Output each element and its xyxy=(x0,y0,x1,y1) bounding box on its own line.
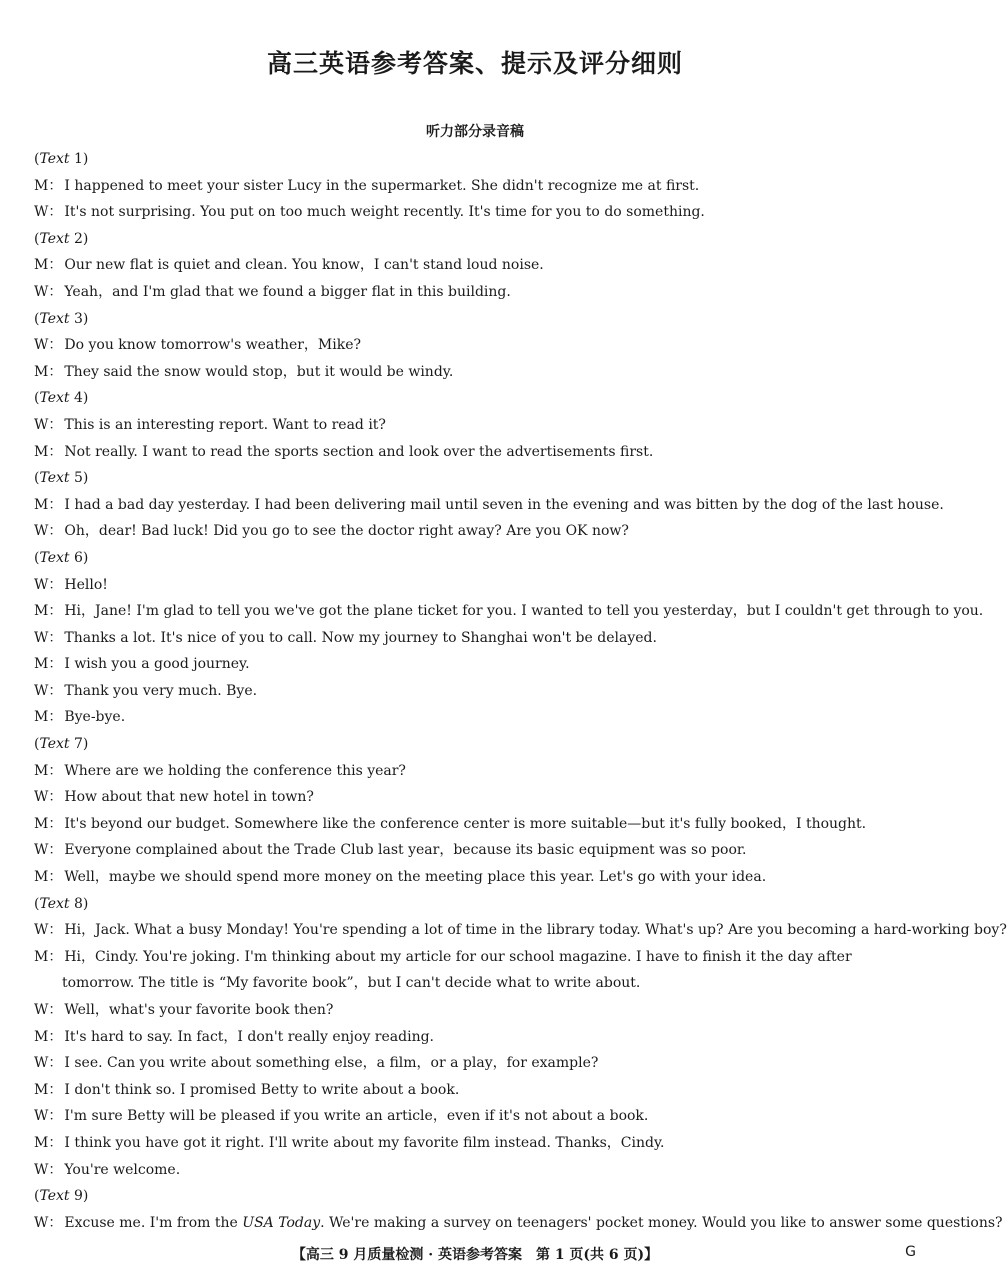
dialogue-line xyxy=(34,412,918,439)
text-heading: (Text 5) xyxy=(34,470,89,487)
dialogue-line xyxy=(34,704,918,731)
dialogue-line xyxy=(34,598,984,625)
dialogue-text: This is an interesting report. Want to read it? xyxy=(64,416,386,433)
text-label: Text xyxy=(39,151,70,167)
speaker-label: M： xyxy=(34,656,63,673)
dialogue-line xyxy=(34,1210,1003,1237)
publication-name: USA Today xyxy=(242,1214,321,1231)
dialogue-line xyxy=(34,1077,918,1104)
speaker-label: W： xyxy=(34,842,63,859)
dialogue-text: Thanks a lot. It's nice of you to call. Now my journey to Shanghai won't be delayed. xyxy=(64,629,657,646)
speaker-label: W： xyxy=(34,1161,63,1178)
text-number: 6 xyxy=(73,549,83,566)
dialogue-line xyxy=(34,944,918,997)
dialogue-text: Where are we holding the conference this year? xyxy=(64,762,406,779)
text-number: 4 xyxy=(73,390,83,407)
speaker-label: W： xyxy=(34,629,63,646)
speaker-label: W： xyxy=(34,283,63,300)
dialogue-text: I happened to meet your sister Lucy in the supermarket. She didn't recognize me at first. xyxy=(64,177,700,194)
speaker-label: M： xyxy=(34,1028,63,1045)
dialogue-text: Oh，dear! Bad luck! Did you go to see the doctor right away? Are you OK now? xyxy=(64,523,629,540)
speaker-label: M： xyxy=(34,948,63,965)
speaker-label: W： xyxy=(34,576,63,593)
speaker-label: W： xyxy=(34,337,63,354)
text-number: 5 xyxy=(73,470,83,487)
speaker-label: M： xyxy=(34,443,63,460)
dialogue-line xyxy=(34,572,918,599)
dialogue-line xyxy=(34,864,918,891)
dialogue-line xyxy=(34,1130,918,1157)
dialogue-text: Hi，Jack. What a busy Monday! You're spending a lot of time in the library today. What's up? Are you becoming a hard-working boy? xyxy=(64,922,1007,939)
dialogue-line xyxy=(34,651,918,678)
speaker-label: W： xyxy=(34,922,63,939)
dialogue-text: Bye-bye. xyxy=(64,709,126,726)
speaker-label: W： xyxy=(34,1002,63,1018)
dialogue-line xyxy=(34,811,918,838)
dialogue-line xyxy=(34,492,944,519)
dialogue-text: Thank you very much. Bye. xyxy=(64,682,258,699)
dialogue-text-continued: . We're making a survey on teenagers' pocket money. Would you like to answer some questions? xyxy=(320,1214,1003,1231)
text-label: Text xyxy=(39,895,70,912)
dialogue-line xyxy=(34,252,918,279)
text-number: 1 xyxy=(73,151,83,167)
dialogue-text: Hi，Cindy. You're joking. I'm thinking about my article for our school magazine. I have to finish it the day after tomorrow. The title is “My favorite book”，but I can't decide what to write about. xyxy=(62,948,852,992)
speaker-label: W： xyxy=(34,789,63,806)
dialogue-text: It's not surprising. You put on too much weight recently. It's time for you to do something. xyxy=(64,204,705,221)
dialogue-line xyxy=(34,279,918,306)
dialogue-line xyxy=(34,439,918,466)
dialogue-line xyxy=(34,917,1007,944)
dialogue-text: Well，what's your favorite book then? xyxy=(64,1002,334,1018)
dialogue-line xyxy=(34,199,918,226)
speaker-label: M： xyxy=(34,869,63,886)
speaker-label: M： xyxy=(34,815,63,832)
speaker-label: M： xyxy=(34,363,63,380)
dialogue-text: It's beyond our budget. Somewhere like the conference center is more suitable—but it's fully booked，I thought. xyxy=(64,815,867,832)
text-heading: (Text 1) xyxy=(34,151,89,167)
dialogue-text: They said the snow would stop，but it would be windy. xyxy=(64,363,454,380)
dialogue-text: I think you have got it right. I'll write about my favorite film instead. Thanks，Cindy. xyxy=(64,1134,665,1151)
text-label: Text xyxy=(39,230,70,247)
dialogue-text: I had a bad day yesterday. I had been delivering mail until seven in the evening and was bitten by the dog of the last house. xyxy=(64,496,944,513)
text-heading: (Text 3) xyxy=(34,310,89,327)
dialogue-line xyxy=(34,625,918,652)
speaker-label: M： xyxy=(34,762,63,779)
text-heading: (Text 8) xyxy=(34,895,89,912)
text-label: Text xyxy=(39,549,70,566)
dialogue-text: I don't think so. I promised Betty to write about a book. xyxy=(64,1081,460,1098)
dialogue-line xyxy=(34,758,918,785)
dialogue-text: I see. Can you write about something else，a film，or a play，for example? xyxy=(64,1055,599,1072)
text-label: Text xyxy=(39,470,70,487)
section-subtitle: 听力部分录音稿 xyxy=(426,124,524,140)
transcript-body xyxy=(34,146,1007,1236)
dialogue-text: Our new flat is quiet and clean. You know，I can't stand loud noise. xyxy=(64,257,544,274)
text-heading: (Text 6) xyxy=(34,549,89,566)
dialogue-text: It's hard to say. In fact，I don't really enjoy reading. xyxy=(64,1028,435,1045)
speaker-label: M： xyxy=(34,709,63,726)
text-heading: (Text 9) xyxy=(34,1188,89,1205)
dialogue-text: Hello! xyxy=(64,576,108,593)
speaker-label: M： xyxy=(34,1134,63,1151)
speaker-label: W： xyxy=(34,416,63,433)
text-number: 2 xyxy=(73,230,83,247)
page-footer: 【高三 9 月质量检测 · 英语参考答案 第 1 页(共 6 页)】 xyxy=(291,1247,659,1263)
speaker-label: M： xyxy=(34,177,63,194)
speaker-label: M： xyxy=(34,1081,63,1098)
dialogue-line xyxy=(34,1024,918,1051)
text-label: Text xyxy=(39,736,70,753)
dialogue-text: I'm sure Betty will be pleased if you write an article，even if it's not about a book. xyxy=(64,1108,649,1125)
text-label: Text xyxy=(39,1188,70,1205)
text-label: Text xyxy=(39,390,70,407)
speaker-label: W： xyxy=(34,204,63,221)
dialogue-text: Do you know tomorrow's weather，Mike? xyxy=(64,337,362,354)
dialogue-line xyxy=(34,784,918,811)
dialogue-line xyxy=(34,678,918,705)
text-heading: (Text 7) xyxy=(34,736,89,753)
dialogue-line xyxy=(34,518,918,545)
dialogue-text: Everyone complained about the Trade Club last year，because its basic equipment was so poor. xyxy=(64,842,747,859)
dialogue-line xyxy=(34,1050,918,1077)
dialogue-line xyxy=(34,837,918,864)
speaker-label: M： xyxy=(34,603,63,620)
text-number: 7 xyxy=(73,736,83,753)
page-title: 高三英语参考答案、提示及评分细则 xyxy=(266,49,683,78)
text-heading: (Text 2) xyxy=(34,230,89,247)
dialogue-text: How about that new hotel in town? xyxy=(64,789,314,806)
speaker-label: W： xyxy=(34,1214,63,1231)
dialogue-text: I wish you a good journey. xyxy=(64,656,250,673)
speaker-label: M： xyxy=(34,257,63,274)
text-number: 3 xyxy=(73,310,83,327)
text-label: Text xyxy=(39,310,70,327)
text-number: 9 xyxy=(73,1188,83,1205)
speaker-label: W： xyxy=(34,1055,63,1072)
speaker-label: W： xyxy=(34,523,63,540)
text-number: 8 xyxy=(73,895,83,912)
speaker-label: M： xyxy=(34,496,63,513)
dialogue-text: Hi，Jane! I'm glad to tell you we've got the plane ticket for you. I wanted to tell you yesterday，but I couldn't get through to you. xyxy=(64,603,984,620)
dialogue-text: Not really. I want to read the sports section and look over the advertisements first. xyxy=(64,443,654,460)
text-heading: (Text 4) xyxy=(34,390,89,407)
dialogue-line xyxy=(34,173,918,200)
dialogue-line xyxy=(34,997,918,1024)
dialogue-text: Excuse me. I'm from the xyxy=(64,1214,243,1231)
dialogue-line xyxy=(34,332,918,359)
dialogue-text: You're welcome. xyxy=(64,1161,181,1178)
corner-mark: G xyxy=(905,1244,916,1260)
speaker-label: W： xyxy=(34,1108,63,1125)
speaker-label: W： xyxy=(34,682,63,699)
dialogue-text: Yeah，and I'm glad that we found a bigger flat in this building. xyxy=(64,283,511,300)
dialogue-line xyxy=(34,1157,918,1184)
dialogue-line xyxy=(34,359,918,386)
dialogue-text: Well，maybe we should spend more money on the meeting place this year. Let's go with your idea. xyxy=(64,869,767,886)
dialogue-line xyxy=(34,1103,918,1130)
